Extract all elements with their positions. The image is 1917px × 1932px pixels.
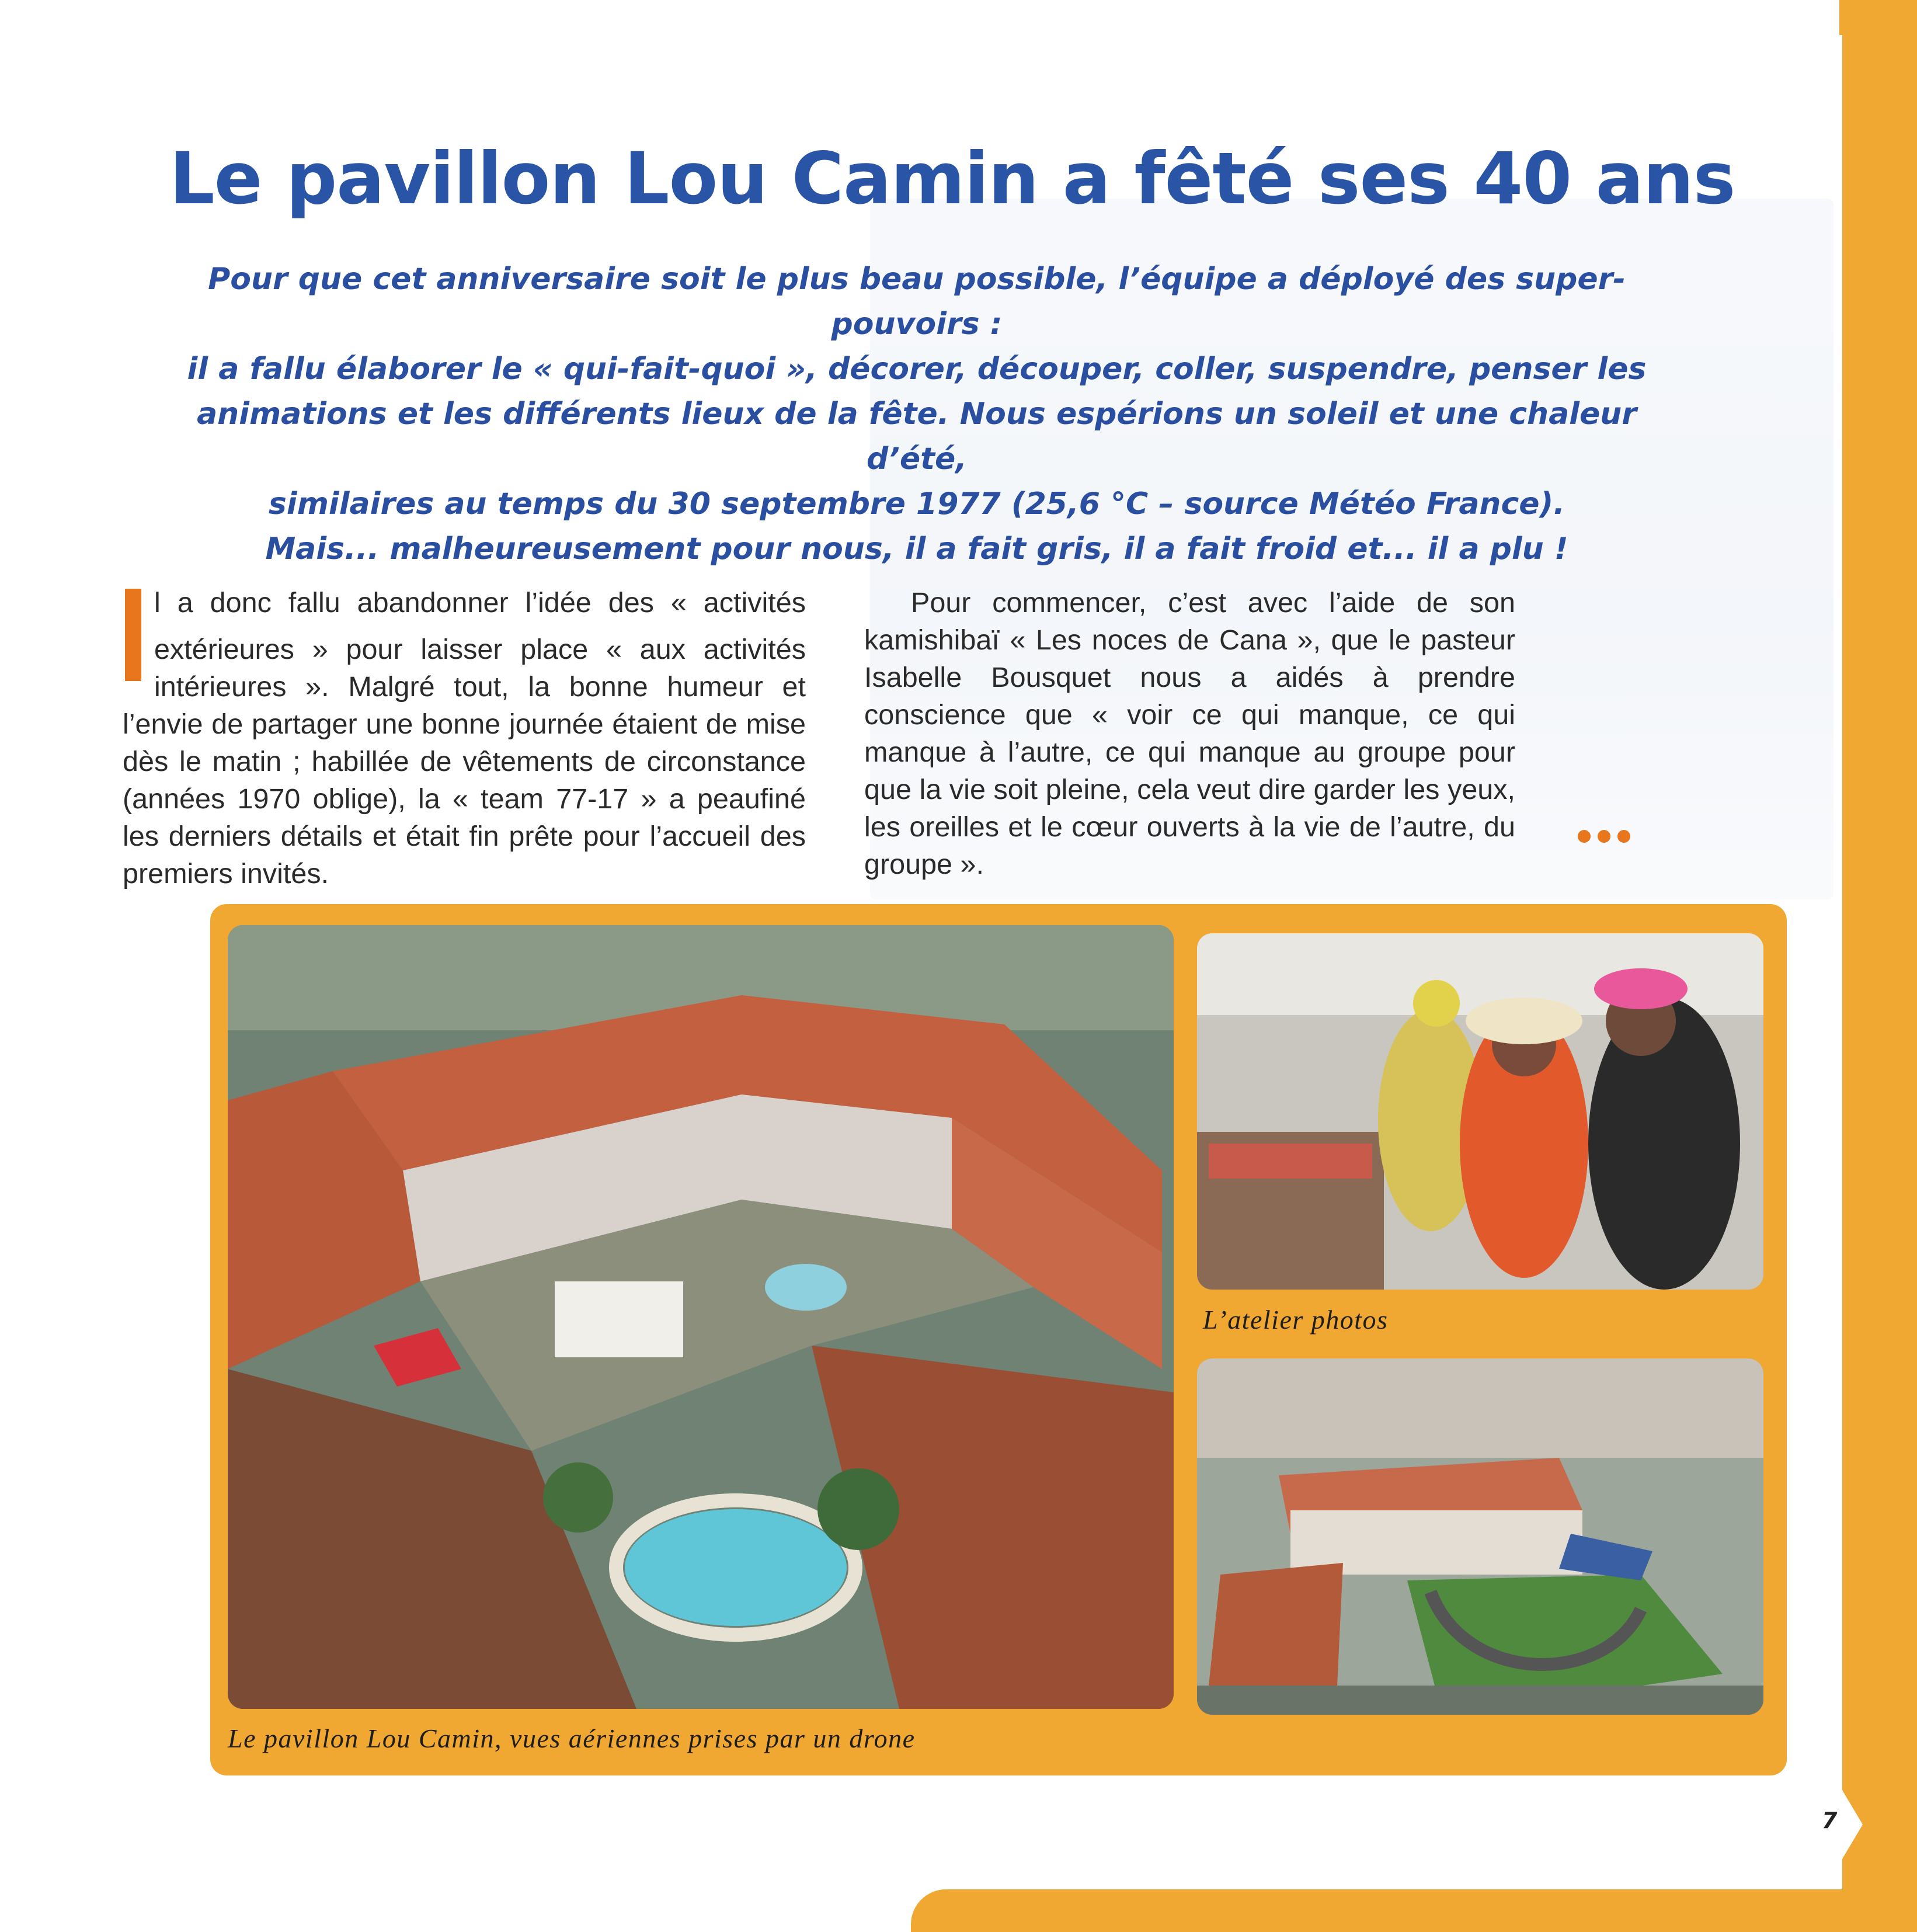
lede-line: il a fallu élaborer le « qui-fait-quoi », décorer, découper, coller, suspendre, penser les [187,352,1647,387]
page-frame-bottom [911,1889,1917,1932]
drop-cap-bar [125,589,141,681]
body-text-right: Pour commencer, c’est avec l’aide de son kamishibaï « Les noces de Cana », que le pasteur Isabelle Bousquet nous a aidés à prendre conscience que « voir ce qui manque, ce qui manque à l’autre, ce qui manque au groupe pour que la vie soit pleine, cela veut dire garder les yeux, les oreilles et le cœur ouverts à la vie de l’autre, du groupe ». [864,587,1515,880]
lede-line: Mais... malheureusement pour nous, il a fait gris, il a fait froid et... il a plu ! [265,531,1568,567]
article-title: Le pavillon Lou Camin a fêté ses 40 ans [169,137,1735,220]
body-column-left [123,584,806,892]
aerial-photo-secondary [1197,1358,1763,1715]
aerial-photo-main [228,925,1174,1709]
article-lede [146,257,1688,572]
body-column-right [864,584,1515,883]
page-frame-right [1842,0,1917,1932]
page-number: 7 [1822,1808,1838,1833]
page-footer-strip [0,1775,1842,1874]
lede-line: animations et les différents lieux de la fête. Nous espérions un soleil et une chaleur d’été, [197,397,1637,477]
continue-dots-icon [1578,828,1642,845]
photo-panel [210,904,1787,1775]
photo-workshop [1197,933,1763,1290]
lede-line: Pour que cet anniversaire soit le plus beau possible, l’équipe a déployé des super-pouvoirs : [208,262,1626,342]
body-text-left: l a donc fallu abandonner l’idée des « activités extérieures » pour laisser place « aux activités intérieures ». Malgré tout, la bonne humeur et l’envie de partager une bonne journée étaient de mise dès le matin ; habillée de vêtements de circonstance (années 1970 oblige), la « team 77-17 » a peaufiné les derniers détails et était fin prête pour l’accueil des premiers invités. [123,587,806,889]
lede-line: similaires au temps du 30 septembre 1977 (25,6 °C – source Météo France). [268,487,1565,522]
caption-aerial: Le pavillon Lou Camin, vues aériennes prises par un drone [228,1723,916,1753]
caption-workshop: L’atelier photos [1203,1305,1389,1335]
